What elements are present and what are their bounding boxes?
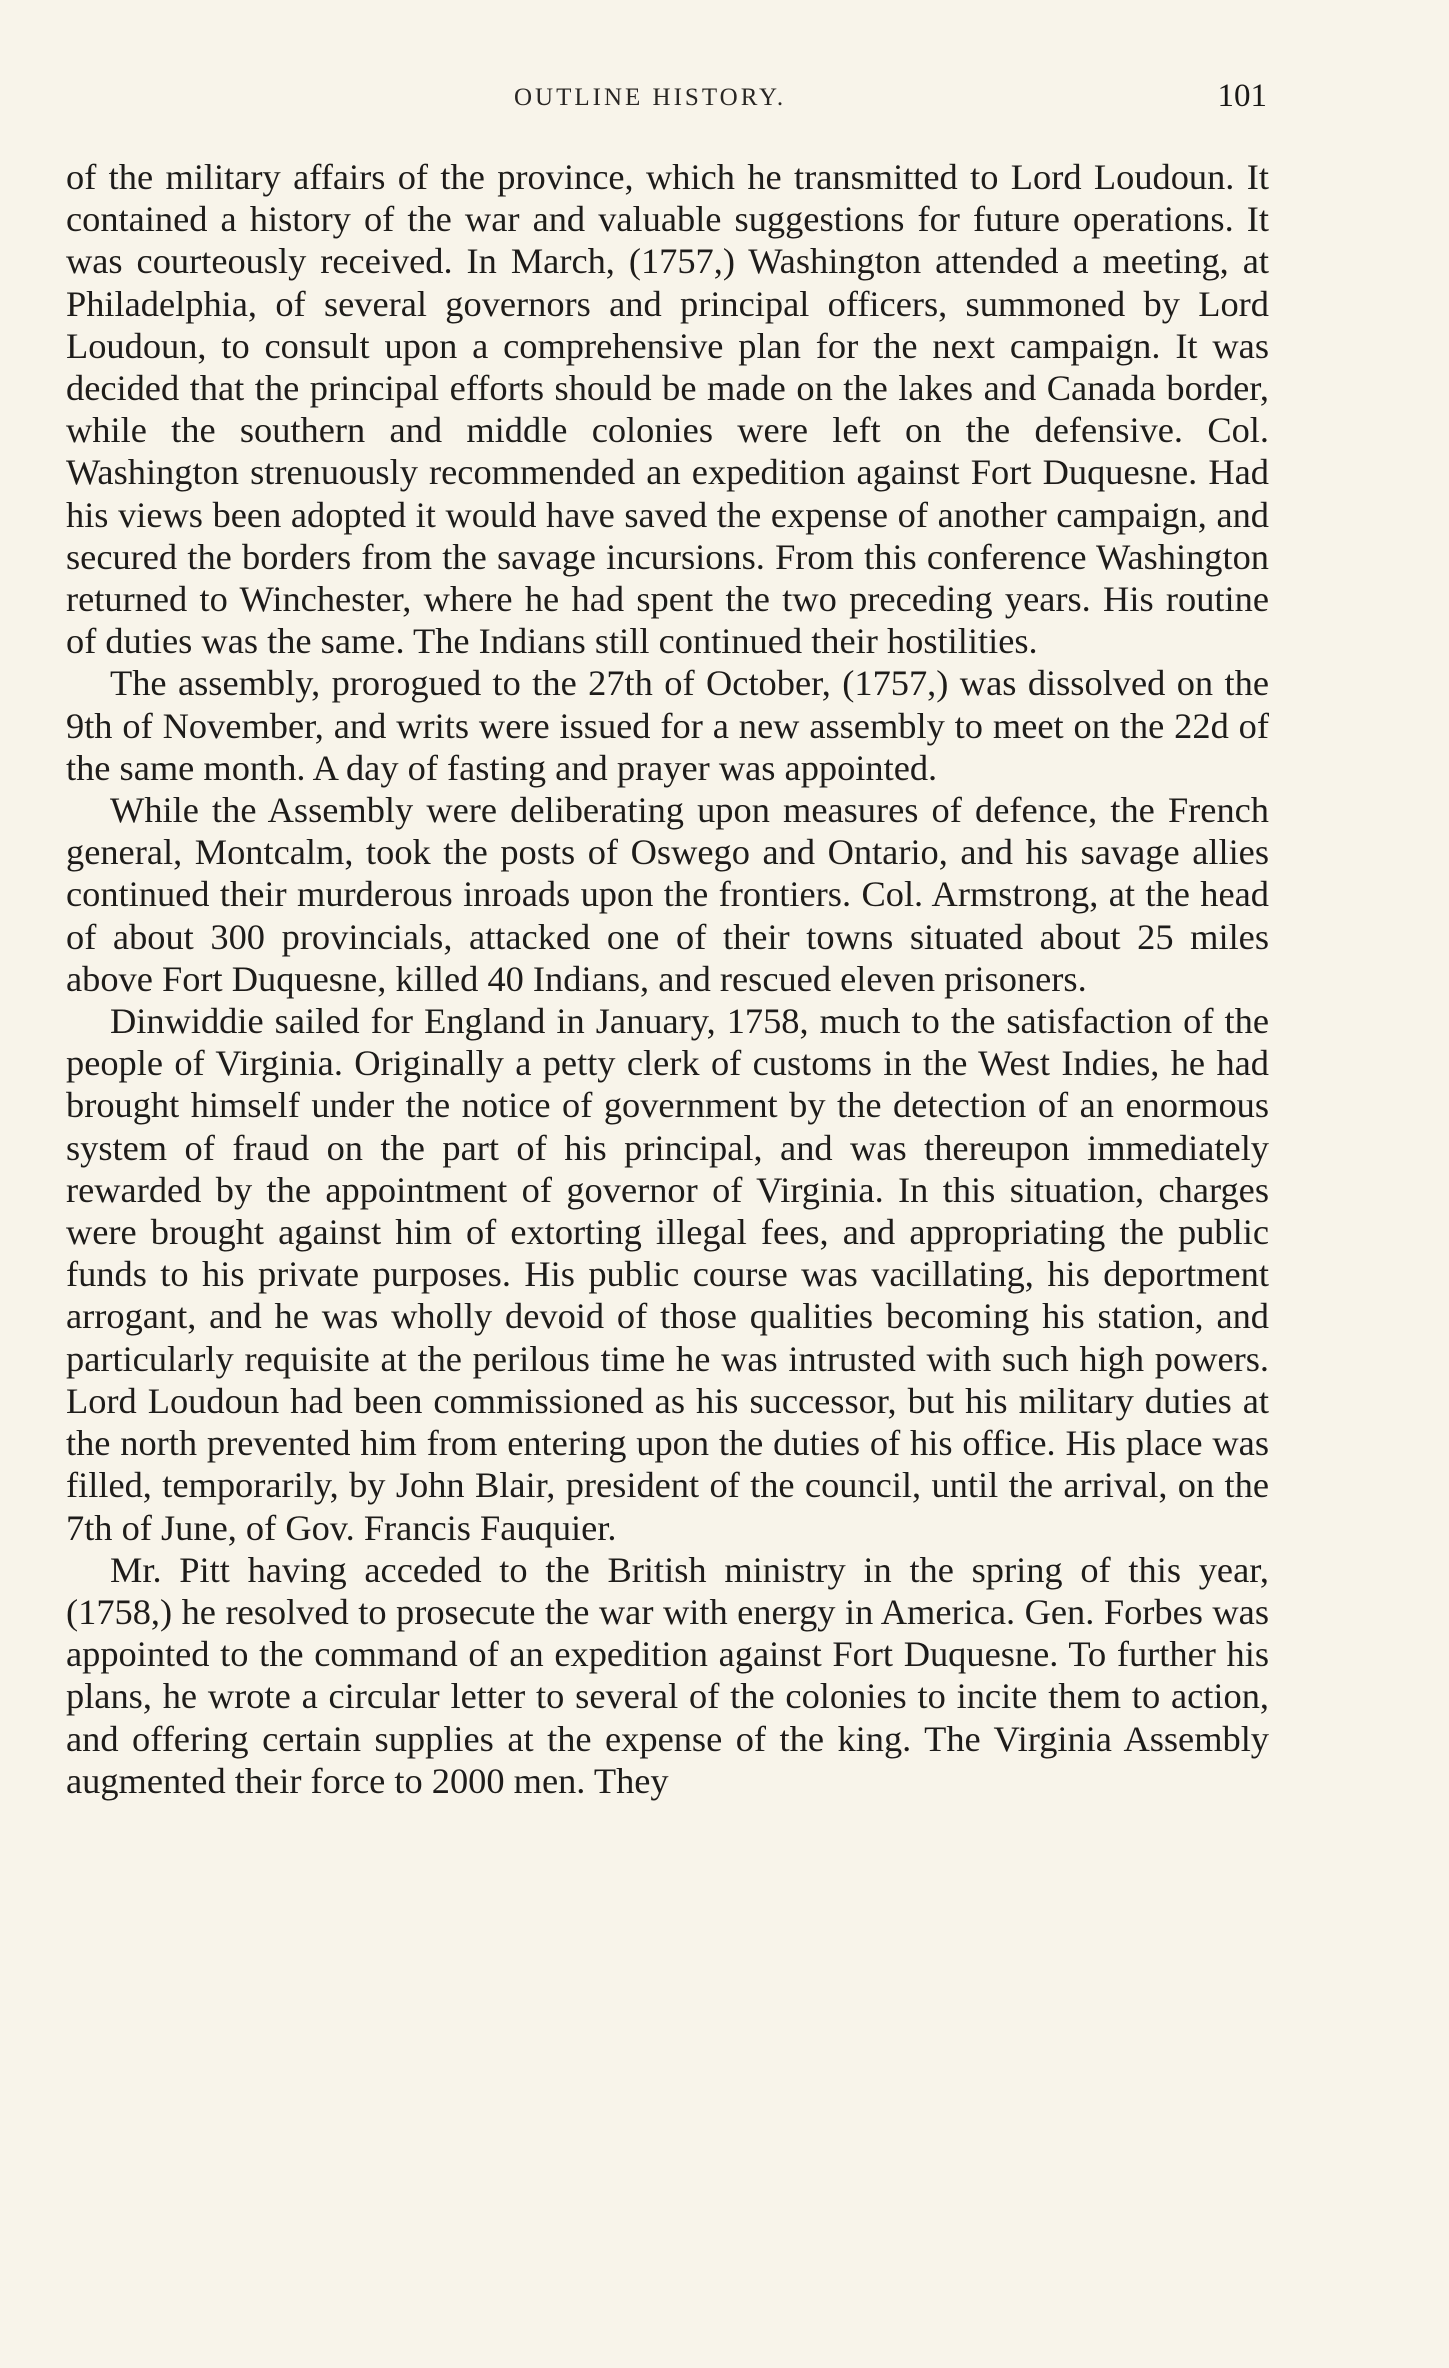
running-title: OUTLINE HISTORY. [514,84,787,111]
paragraph-4: Dinwiddie sailed for England in January, 1758, much to the satisfaction of the people of Virginia. Originally a petty clerk of customs in the West Indies, he had brought himself under the notice of government by the detection of an enormous system of fraud on the part of his principal, and was thereupon immediately rewarded by the appointment of governor of Virginia. In this situation, charges were brought against him of extorting illegal fees, and appropriating the public funds to his private purposes. His public course was vacillating, his deportment arrogant, and he was wholly devoid of those qualities becoming his station, and particularly requisite at the perilous time he was intrusted with such high powers. Lord Loudoun had been commissioned as his successor, but his military duties at the north prevented him from entering upon the duties of his office. His place was filled, temporarily, by John Blair, president of the council, until the arrival, on the 7th of June, of Gov. Francis Fauquier. [66,1001,1269,1548]
paragraph-5: Mr. Pitt having acceded to the British ministry in the spring of this year, (1758,) he resolved to prosecute the war with energy in America. Gen. Forbes was appointed to the command of an expedition against Fort Duquesne. To further his plans, he wrote a circular letter to several of the colonies to incite them to action, and offering certain supplies at the expense of the king. The Virginia Assembly augmented their force to 2000 men. They [66,1549,1269,1801]
body-text [66,156,1269,1802]
page-number: 101 [1217,78,1267,114]
paragraph-2: The assembly, prorogued to the 27th of October, (1757,) was dissolved on the 9th of November, and writs were issued for a new assembly to meet on the 22d of the same month. A day of fasting and prayer was appointed. [66,663,1269,788]
paragraph-1: of the military affairs of the province, which he transmitted to Lord Loudoun. It contained a history of the war and valuable suggestions for future operations. It was courteously received. In March, (1757,) Washington attended a meeting, at Philadelphia, of several governors and principal officers, summoned by Lord Loudoun, to consult upon a comprehensive plan for the next campaign. It was decided that the principal efforts should be made on the lakes and Canada border, while the southern and middle colonies were left on the defensive. Col. Washington strenuously recommended an expedition against Fort Duquesne. Had his views been adopted it would have saved the expense of another campaign, and secured the borders from the savage incursions. From this conference Washington returned to Winchester, where he had spent the two preceding years. His routine of duties was the same. The Indians still continued their hostilities. [66,157,1269,662]
paragraph-3: While the Assembly were deliberating upon measures of defence, the French general, Montcalm, took the posts of Oswego and Ontario, and his savage allies continued their murderous inroads upon the frontiers. Col. Armstrong, at the head of about 300 provincials, attacked one of their towns situated about 25 miles above Fort Duquesne, killed 40 Indians, and rescued eleven prisoners. [66,790,1269,999]
running-head [0,78,1449,122]
